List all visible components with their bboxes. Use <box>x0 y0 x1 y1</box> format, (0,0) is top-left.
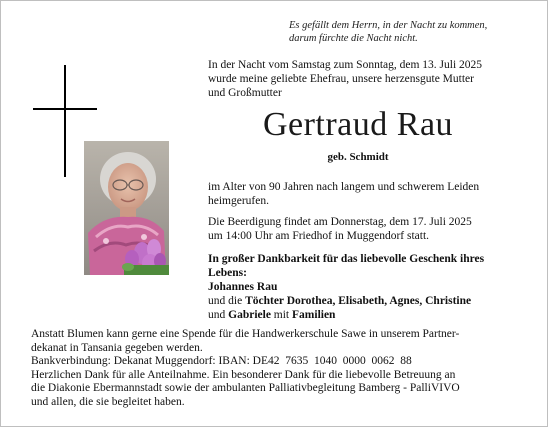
daughters-prefix: und die <box>208 295 243 307</box>
daughters-line <box>208 294 543 308</box>
last-suffix: Familien <box>292 309 336 321</box>
portrait-photo <box>84 141 169 275</box>
daughters-names: Töchter Dorothea, Elisabeth, Agnes, Christine <box>245 295 472 307</box>
footer-line-5: die Diakonie Ebermannstadt sowie der ambulanten Palliativbegleitung Bamberg - PalliVIVO <box>31 382 460 394</box>
husband-name: Johannes Rau <box>208 281 278 293</box>
footer-line-3: Bankverbindung: Dekanat Muggendorf: IBAN: DE42 7635 1040 0000 0062 88 <box>31 355 412 367</box>
intro-line-2: wurde meine geliebte Ehefrau, unsere herzensgute Mutter <box>208 73 474 85</box>
quote-line-2: darum fürchte die Nacht nicht. <box>289 33 418 44</box>
last-mid: mit <box>273 309 290 321</box>
intro-text <box>208 58 543 100</box>
cross-horizontal-bar <box>33 108 97 110</box>
age-line-1: im Alter von 90 Jahren nach langem und schwerem Leiden <box>208 181 480 193</box>
footer-line-1: Anstatt Blumen kann gerne eine Spende für die Handwerkerschule Sawe in unserem Partner- <box>31 328 460 340</box>
last-prefix: und <box>208 309 226 321</box>
last-mourner-line <box>208 308 543 322</box>
bible-quote <box>289 19 544 45</box>
intro-line-1: In der Nacht vom Samstag zum Sonntag, dem 13. Juli 2025 <box>208 59 483 71</box>
cross-vertical-bar <box>64 65 66 177</box>
quote-line-1: Es gefällt dem Herrn, in der Nacht zu kommen, <box>289 20 488 31</box>
funeral-line-2: um 14:00 Uhr am Friedhof in Muggendorf statt. <box>208 230 430 242</box>
footer-text <box>31 328 536 409</box>
footer-line-6: und allen, die sie begleitet haben. <box>31 395 185 408</box>
age-line-2: heimgerufen. <box>208 195 269 207</box>
portrait-image <box>84 141 169 275</box>
funeral-text <box>208 215 543 243</box>
thanks-line-2: Lebens: <box>208 267 247 279</box>
footer-line-2: dekanat in Tansania gegeben werden. <box>31 341 203 354</box>
deceased-name: Gertraud Rau <box>262 106 454 143</box>
funeral-line-1: Die Beerdigung findet am Donnerstag, dem 17. Juli 2025 <box>208 216 472 228</box>
thanks-line-1: In großer Dankbarkeit für das liebevolle Geschenk ihres <box>208 253 485 265</box>
mourners-block <box>208 252 543 322</box>
maiden-name: geb. Schmidt <box>327 151 389 163</box>
age-text <box>208 180 543 208</box>
intro-line-3: und Großmutter <box>208 87 282 99</box>
footer-line-4: Herzlichen Dank für alle Anteilnahme. Ein besonderer Dank für die liebevolle Betreuung an <box>31 368 456 381</box>
last-mourner-name: Gabriele <box>228 309 271 321</box>
